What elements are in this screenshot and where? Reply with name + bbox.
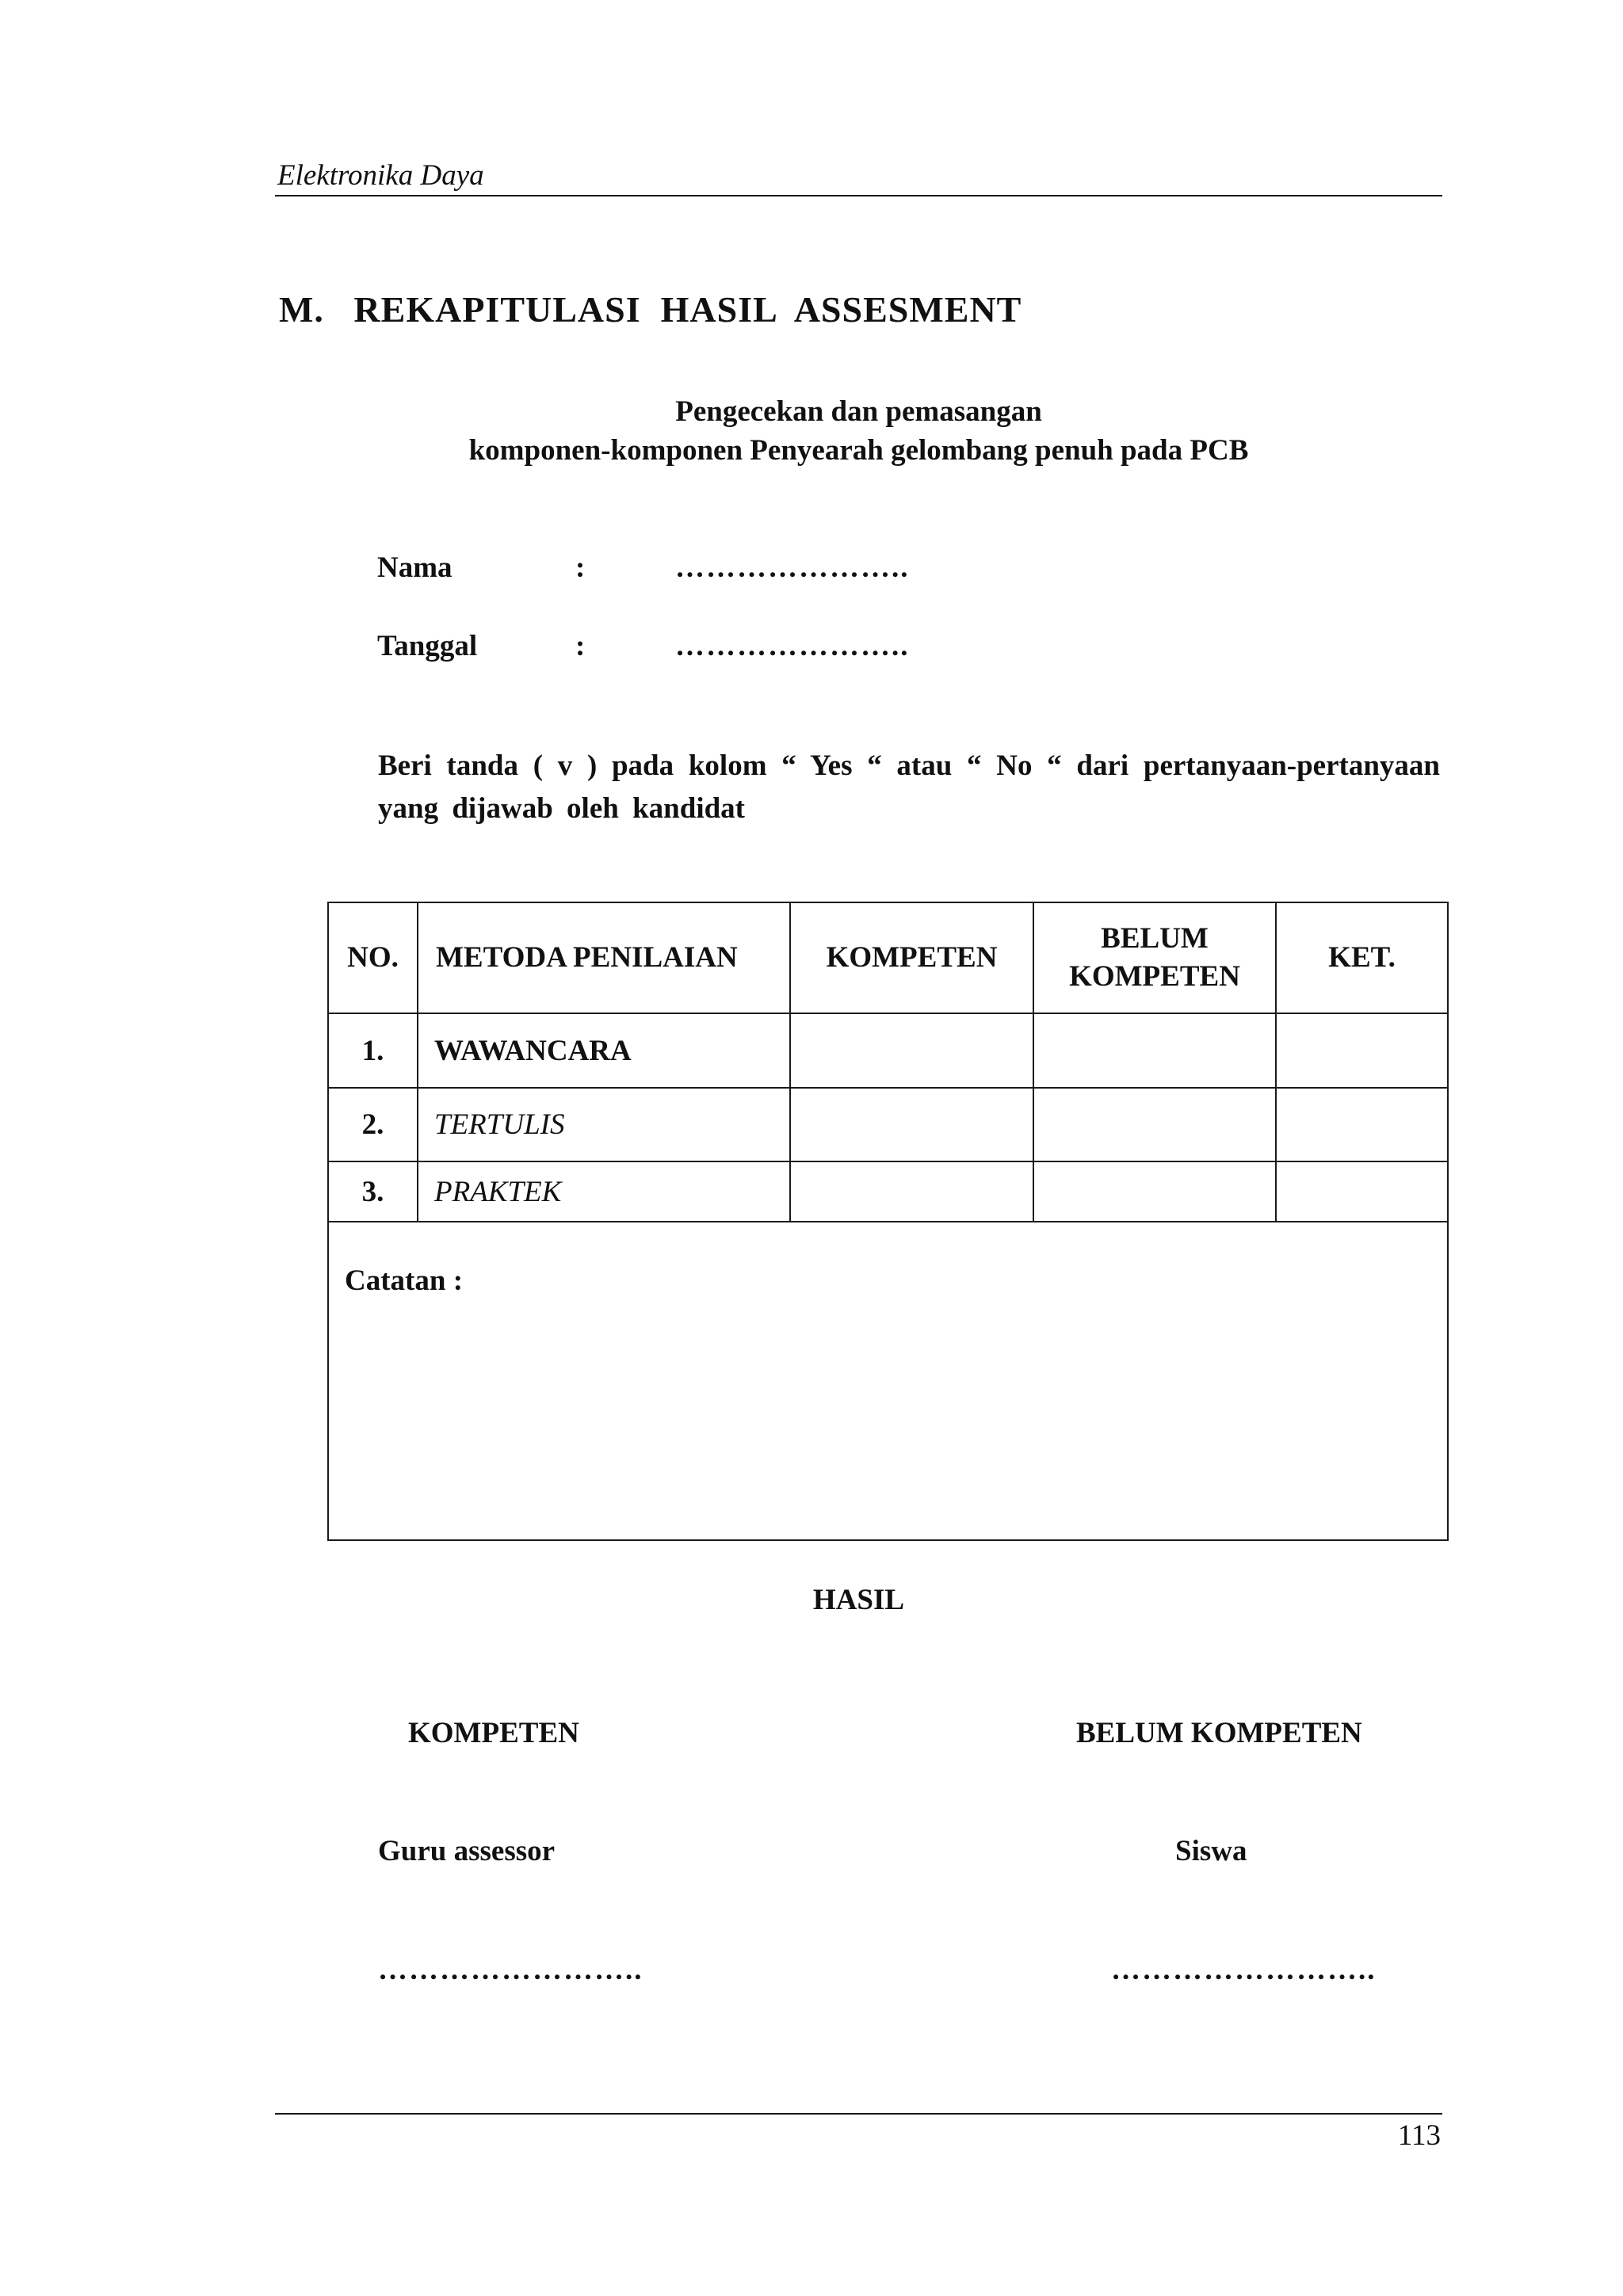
table-row bbox=[328, 1088, 1448, 1161]
subtitle-line-1: Pengecekan dan pemasangan bbox=[675, 395, 1042, 428]
tanggal-field[interactable]: ………………….. bbox=[675, 630, 910, 662]
table-row bbox=[328, 1013, 1448, 1088]
nama-label: Nama bbox=[377, 551, 453, 584]
tanggal-colon: : bbox=[575, 630, 586, 662]
footer-divider bbox=[275, 2113, 1442, 2115]
running-header-title: Elektronika Daya bbox=[277, 159, 484, 192]
nama-field[interactable]: ………………….. bbox=[675, 551, 910, 584]
kompeten-cell[interactable] bbox=[790, 1013, 1033, 1088]
row-method: PRAKTEK bbox=[418, 1161, 790, 1222]
signature-line-siswa[interactable]: …………………….. bbox=[1111, 1954, 1377, 1986]
belum-kompeten-cell[interactable] bbox=[1033, 1088, 1276, 1161]
belum-kompeten-cell[interactable] bbox=[1033, 1161, 1276, 1222]
notes-label: Catatan : bbox=[345, 1264, 464, 1297]
kompeten-cell[interactable] bbox=[790, 1161, 1033, 1222]
header-belum-kompeten bbox=[1033, 902, 1276, 1013]
row-number: 1. bbox=[328, 1013, 418, 1088]
nama-colon: : bbox=[575, 551, 586, 584]
belum-kompeten-cell[interactable] bbox=[1033, 1013, 1276, 1088]
header-no: NO. bbox=[328, 902, 418, 1013]
header-method: METODA PENILAIAN bbox=[418, 902, 790, 1013]
result-title: HASIL bbox=[812, 1584, 905, 1616]
row-method: WAWANCARA bbox=[418, 1013, 790, 1088]
row-number: 2. bbox=[328, 1088, 418, 1161]
ket-cell[interactable] bbox=[1276, 1161, 1448, 1222]
signature-line-assessor[interactable]: …………………….. bbox=[378, 1954, 643, 1986]
option-belum-kompeten[interactable]: BELUM KOMPETEN bbox=[1076, 1717, 1362, 1749]
page-number: 113 bbox=[1397, 2119, 1441, 2152]
header-kompeten: KOMPETEN bbox=[790, 902, 1033, 1013]
header-belum-line2: KOMPETEN bbox=[1069, 960, 1240, 993]
notes-row bbox=[328, 1222, 1448, 1540]
row-method: TERTULIS bbox=[418, 1088, 790, 1161]
option-kompeten[interactable]: KOMPETEN bbox=[408, 1717, 579, 1749]
instruction-text: Beri tanda ( v ) pada kolom “ Yes “ atau “ No “ dari pertanyaan-pertanyaan yang dijawab oleh kandidat bbox=[378, 749, 1440, 825]
ket-cell[interactable] bbox=[1276, 1013, 1448, 1088]
subtitle-line-2: komponen-komponen Penyearah gelombang penuh pada PCB bbox=[468, 434, 1249, 467]
assessment-table bbox=[327, 902, 1449, 1541]
header-belum-line1: BELUM bbox=[1101, 922, 1209, 955]
kompeten-cell[interactable] bbox=[790, 1088, 1033, 1161]
header-divider bbox=[275, 195, 1442, 196]
signer-guru-assessor: Guru assessor bbox=[378, 1835, 556, 1867]
tanggal-label: Tanggal bbox=[377, 630, 478, 662]
table-header-row bbox=[328, 902, 1448, 1013]
row-number: 3. bbox=[328, 1161, 418, 1222]
notes-cell[interactable] bbox=[328, 1222, 1448, 1540]
header-ket: KET. bbox=[1276, 902, 1448, 1013]
signer-siswa: Siswa bbox=[1175, 1835, 1247, 1867]
ket-cell[interactable] bbox=[1276, 1088, 1448, 1161]
section-title: M. REKAPITULASI HASIL ASSESMENT bbox=[279, 289, 1022, 330]
table-row bbox=[328, 1161, 1448, 1222]
